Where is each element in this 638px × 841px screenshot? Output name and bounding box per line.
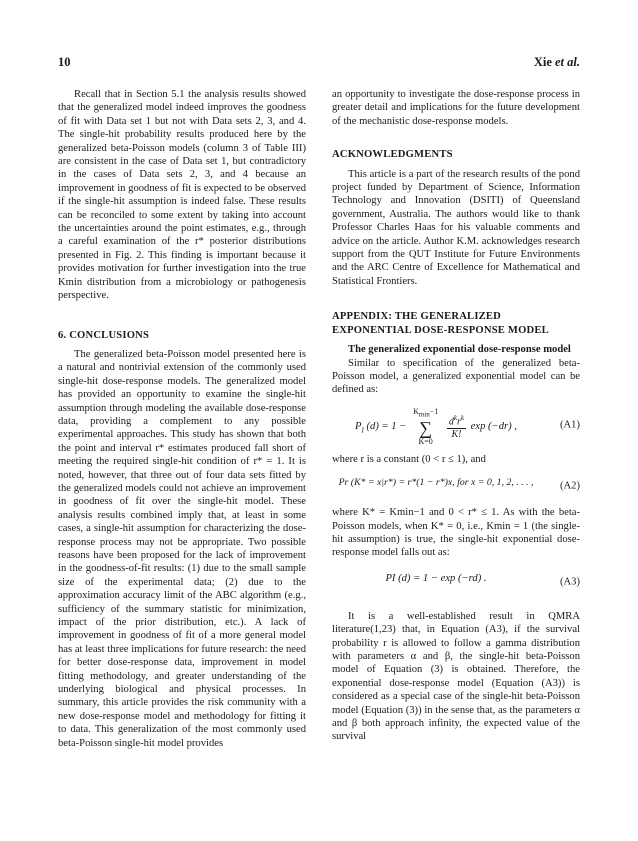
paragraph-qmra: It is a well-established result in QMRA literature(1,23) that, in Equation (A3), if the survival probability r is allowed to follow a gamma distribution with parameters α and β, the single-hit beta-Poisson model of Equation (3) is obtained. Therefore, the exponential dose-response model (Equation (A3)) is considered as a special case of the single-hit beta-Poisson model (Equation (3)) in the sense that, as the parameters α and β both approach infinity, the expected value of the survival [332,610,580,743]
equation-a2-body: Pr (K* = x|r*) = r*(1 − r*)x, for x = 0, 1, 2, . . . , [338,477,534,489]
equation-a3 [332,572,580,592]
equation-a1-body: $P_I$ (d) = 1 − $K_{min}-1$ ∑ K=0 $\frac{d^kr^k}{K!}$ exp (−dr) , [355,406,517,447]
equation-number-a3: (A3) [559,576,580,588]
fraction: $\frac{d^kr^k}{K!}$ [448,413,465,441]
equation-number-a2: (A2) [559,480,580,492]
right-column [332,88,580,744]
paragraph-appendix-intro: Similar to specification of the generalized beta-Poisson model, a generalized exponential model can be defined as: [332,357,580,396]
paragraph-conclusions: The generalized beta-Poisson model presented here is a natural and nontrivial extension of the commonly used single-hit dose-response models. The generalized model has provided an opportunity to examine the single-hit assumption through modeling the available dose-response data, providing a complement to any possible experimental approaches. This study has shown that both the point and interval r* estimates produced fall short of meeting the required single-hit condition of r* = 1. It is noted, however, that three out of four data sets fitted by the generalized models could not achieve an improvement in goodness of fit over the single-hit model. These analysis results combined imply that, at least in some cases, a single-hit assumption for characterizing the dose-response process may not be appropriate. Two possible reasons have been proposed for the lack of improvement in the goodness-of-fit results: (1) due to the small sample size of the experimental data; (2) due to the approximation accuracy limit of the ABC algorithm (e.g., sufficiency of the summary statistic for minimization, impact of the prior distribution, etc.). A lack of improvement in goodness of fit of a more general model has at least three implications for future research: the need for better dose-response data, improvement in model fitting methodology, and greater understanding of the underlying biological and physical processes. In summary, this article provides the risk community with a new dose-response model and methodology for fitting it to data. This generalization of the most commonly used beta-Poisson single-hit model provides [58,348,306,749]
paragraph-recall: Recall that in Section 5.1 the analysis results showed that the generalized model indeed improves the goodness of fit with Data set 1 but not with Data sets 2, 3, and 4. The single-hit probability results produced here by the generalized beta-Poisson models (column 3 of Table III) are consistent in the case of Data set 1, but contradictory in the cases of Data sets 2, 3, and 4 because an improvement in goodness of fit is expected to be observed if the single-hit assumption is indeed false. These results can be reconciled to some extent by taking into account the uncertainties around the point estimates, e.g., through a careful examination of the r* posterior distributions presented in Fig. 2. This finding is important because it provides motivation for further investigation into the true Kmin distribution from a microbiology or pathogenesis perspective. [58,89,306,302]
appendix-subheading: The generalized exponential dose-response model [348,344,571,356]
equation-number-a1: (A1) [559,419,580,431]
paragraph-where-r: where r is a constant (0 < r ≤ 1), and [332,453,486,465]
paragraph-continuation: an opportunity to investigate the dose-response process in greater detail and implications for the future development of the mechanistic dose-response models. [332,89,580,127]
equation-a2 [332,476,580,496]
section-heading-conclusions: 6. CONCLUSIONS [58,329,150,341]
running-head [534,55,580,70]
running-head-suffix: et al. [555,55,580,69]
paragraph-where-k: where K* = Kmin−1 and 0 < r* ≤ 1. As with the beta-Poisson models, when K* = 0, i.e., Kmin = 1 (the single-hit assumption) is true, the single-hit exponential dose-response model falls out as: [332,507,580,559]
running-head-author: Xie [533,55,552,69]
appendix-heading-line-1: APPENDIX: THE GENERALIZED [332,311,502,323]
summation-symbol: $K_{min}-1$ ∑ K=0 [413,406,439,447]
page-number: 10 [58,55,71,69]
equation-a3-body: PI (d) = 1 − exp (−rd) . [385,572,487,584]
left-column [58,88,306,750]
appendix-heading-line-2: EXPONENTIAL DOSE-RESPONSE MODEL [332,324,549,336]
heading-acknowledgments: ACKNOWLEDGMENTS [332,149,453,161]
equation-a1 [332,405,580,445]
paragraph-acknowledgments: This article is a part of the research results of the pond project funded by Department of Science, Information Technology and Innovation (DSITI) of Queensland government, Australia. The authors would like to thank Professor Charles Haas for his valuable comments and advice on the article. Author K.M. acknowledges research support from the QUT Institute for Future Environments and the ARC Centre of Excellence for Mathematical and Statistical Frontiers. [332,168,580,287]
